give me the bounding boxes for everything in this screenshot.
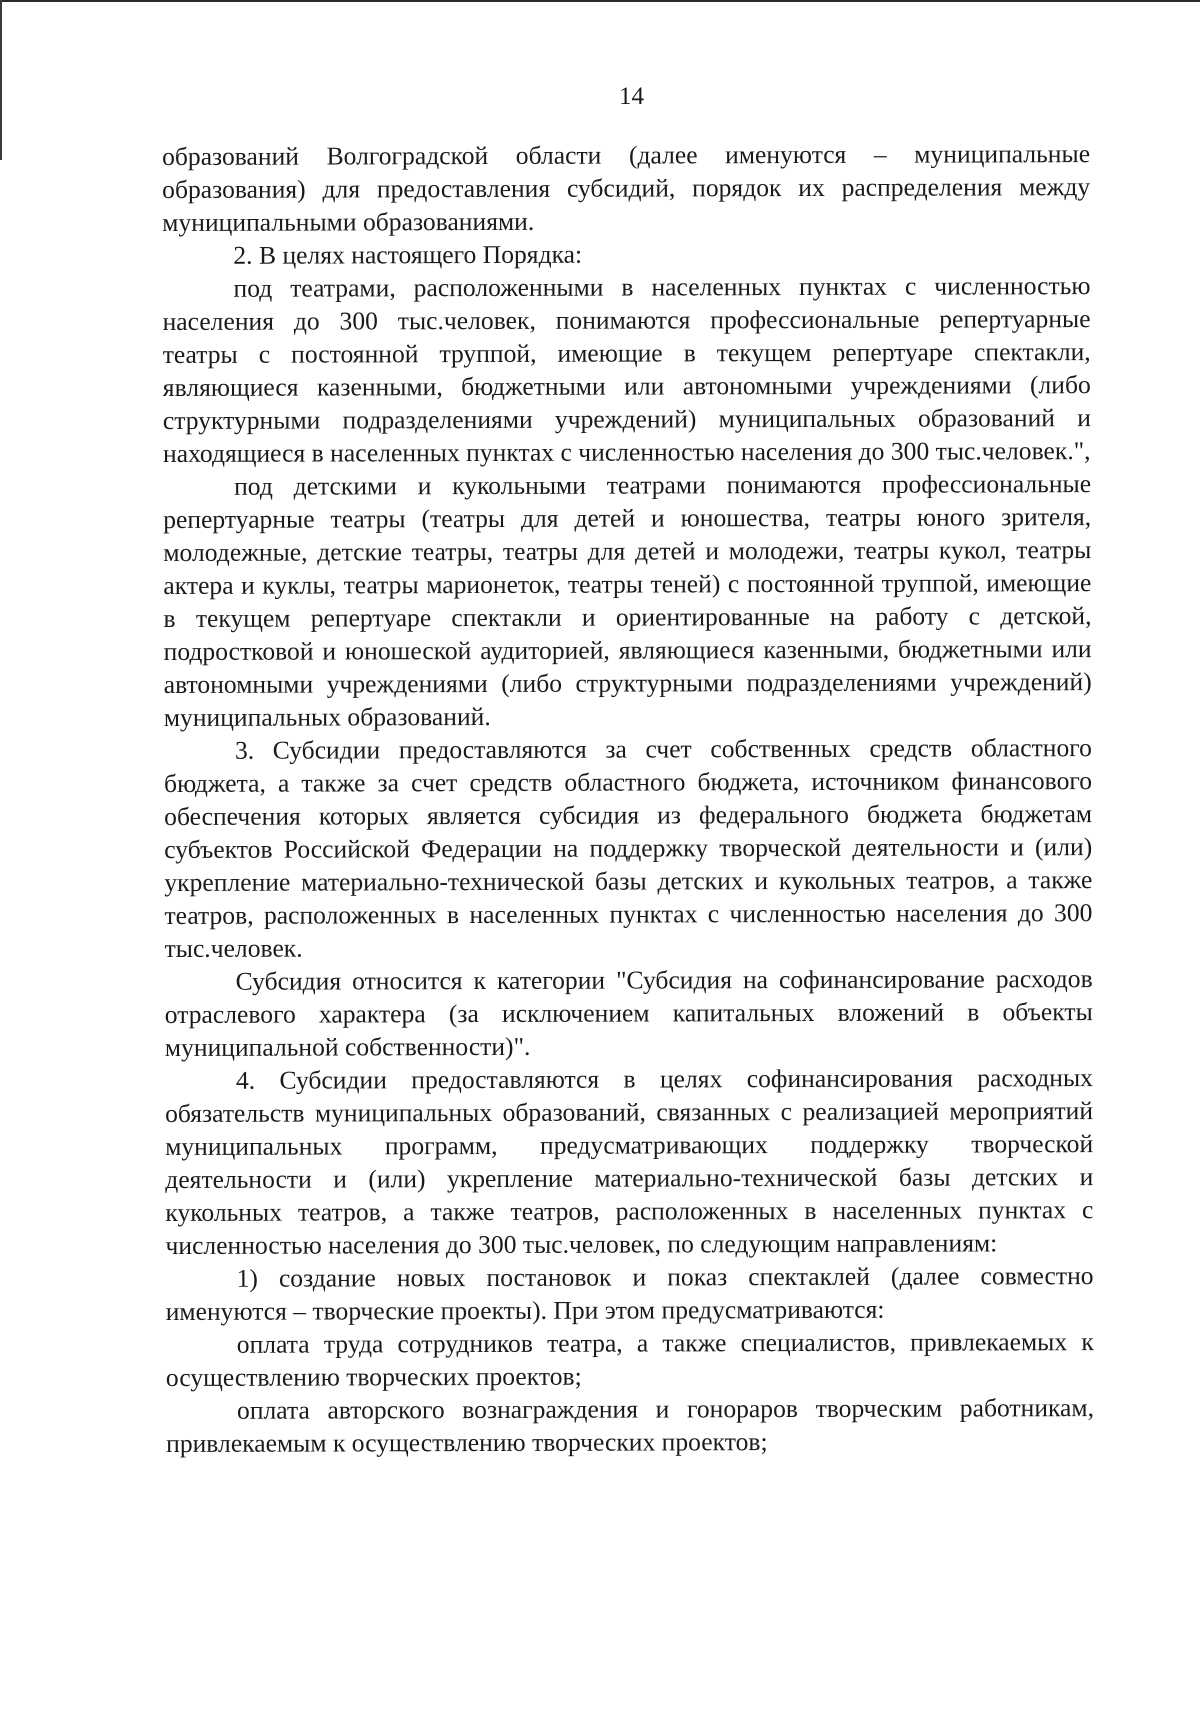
paragraph-item-1: 1) создание новых постановок и показ спектаклей (далее совместно именуются – творческие проекты). При этом предусматриваются: bbox=[165, 1261, 1094, 1326]
paragraph-clause-2: 2. В целях настоящего Порядка: bbox=[233, 239, 583, 270]
page-number: 14 bbox=[619, 83, 644, 110]
paragraph-clause-4: 4. Субсидии предоставляются в целях софинансирования расходных обязательств муниципальных образований, связанных с реализацией мероприятий муниципальных программ, предусматривающих поддержку творческой деятельности и (или) укрепление материально-технической базы детских и кукольных театров, а также театров, расположенных в населенных пунктах с численностью населения до 300 тыс.человек, по следующим направлениям: bbox=[165, 1063, 1094, 1260]
paragraph-clause-3: 3. Субсидии предоставляются за счет собственных средств областного бюджета, а также за счет средств областного бюджета, источником финансового обеспечения которых является субсидия из федерального бюджета бюджетам субъектов Российской Федерации на поддержку творческой деятельности и (или) укрепление материально-технической базы детских и кукольных театров, а также театров, расположенных в населенных пунктах с численностью населения до 300 тыс.человек. bbox=[163, 733, 1093, 963]
paragraph-author-fees: оплата авторского вознаграждения и гонораров творческим работникам, привлекаемым к осуществлению творческих проектов; bbox=[166, 1393, 1095, 1458]
paragraph-municipal-formations: образований Волгоградской области (далее именуются – муниципальные образования) для предоставления субсидий, порядок их распределения между муниципальными образованиями. bbox=[162, 139, 1091, 237]
paragraph-theatres-definition: под театрами, расположенными в населенных пунктах с численностью населения до 300 тыс.человек, понимаются профессиональные репертуарные театры с постоянной труппой, имеющие в текущем репертуаре спектакли, являющиеся казенными, бюджетными или автономными учреждениями (либо структурными подразделениями учреждений) муниципальных образований и находящиеся в населенных пунктах с численностью населения до 300 тыс.человек.", bbox=[162, 271, 1091, 468]
paragraph-children-puppet-theatres: под детскими и кукольными театрами понимаются профессиональные репертуарные театры (театры для детей и юношества, театры юного зрителя, молодежные, детские театры, театры для детей и молодежи, театры кукол, театры актера и куклы, театры марионеток, театры теней) с постоянной труппой, имеющие в текущем репертуаре спектакли и ориентированные на работу с детской, подростковой и юношеской аудиторией, являющиеся казенными, бюджетными или автономными учреждениями (либо структурными подразделениями учреждений) муниципальных образований. bbox=[163, 469, 1092, 732]
document-body bbox=[162, 137, 1094, 1460]
paragraph-staff-payment: оплата труда сотрудников театра, а также специалистов, привлекаемых к осуществлению творческих проектов; bbox=[165, 1327, 1094, 1392]
paragraph-subsidy-category: Субсидия относится к категории "Субсидия на софинансирование расходов отраслевого характера (за исключением капитальных вложений в объекты муниципальной собственности)". bbox=[164, 964, 1093, 1062]
scan-top-edge bbox=[0, 0, 1200, 2]
scan-left-edge bbox=[0, 0, 2, 160]
